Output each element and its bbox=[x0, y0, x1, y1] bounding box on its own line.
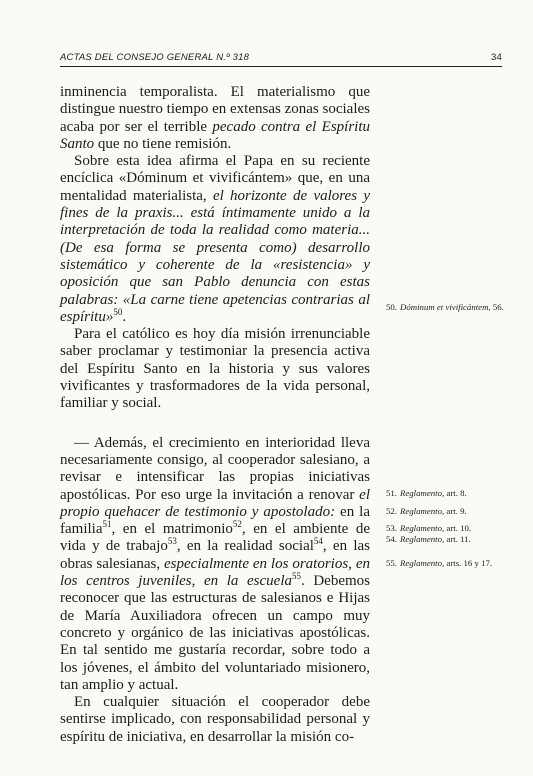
footnote-ref-50[interactable]: 50 bbox=[113, 306, 123, 317]
paragraph-3: Para el católico es hoy día misión irrenunciable saber proclamar y testimoniar la presencia activa del Espíritu Santo en la historia y sus valores vivificantes y trasformadores de la vida personal, familiar y social. bbox=[60, 326, 370, 412]
paragraph-1: inminencia temporalista. El materialismo que distingue nuestro tiempo en extensas zonas sociales acaba por ser el terrible pecado contra el Espíritu Santo que no tiene remisión. bbox=[60, 84, 370, 152]
footnote-ref-55[interactable]: 55 bbox=[291, 571, 301, 582]
footnote-53: 53. Reglamento, art. 10. bbox=[386, 523, 472, 533]
footnote-ref-52[interactable]: 52 bbox=[232, 519, 242, 530]
footnote-52: 52. Reglamento, art. 9. bbox=[386, 506, 467, 516]
footnote-55: 55. Reglamento, arts. 16 y 17. bbox=[386, 558, 493, 568]
running-title: ACTAS DEL CONSEJO GENERAL N.º 318 bbox=[60, 52, 250, 63]
footnote-ref-54[interactable]: 54 bbox=[313, 536, 323, 547]
footnote-ref-51[interactable]: 51 bbox=[102, 519, 112, 530]
footnote-50: 50. Dóminum et vivificántem, 56. bbox=[386, 302, 504, 312]
running-header bbox=[60, 52, 502, 66]
paragraph-2: Sobre esta idea afirma el Papa en su reciente encíclica «Dóminum et vivificántem» que, en una mentalidad materialista, el horizonte de valores y fines de la praxis... está íntimamente unido a la interpretación de toda la realidad como materia... (De esa forma se presenta como) desarrollo sistemático y coherente de la «resistencia» y oposición que san Pablo denuncia con estas palabras: «La carne tiene apetencias contrarias al espíritu»$^{50}$. bbox=[60, 153, 370, 325]
footnote-54: 54. Reglamento, art. 11. bbox=[386, 534, 471, 544]
body-text bbox=[60, 84, 370, 746]
footnote-ref-53[interactable]: 53 bbox=[167, 536, 177, 547]
page-number: 34 bbox=[491, 52, 502, 63]
footnote-51: 51. Reglamento, art. 8. bbox=[386, 488, 467, 498]
paragraph-5: En cualquier situación el cooperador debe sentirse implicado, con responsabilidad personal y espíritu de iniciativa, en desarrollar la misión co- bbox=[60, 694, 370, 745]
header-rule bbox=[60, 66, 502, 67]
paragraph-4: — Además, el crecimiento en interioridad lleva necesariamente consigo, al cooperador salesiano, a revisar e intensificar las propias iniciativas apostólicas. Por eso urge la invitación a renovar el propio quehacer de testimonio y apostolado: en la familia$^{51}$, en el matrimonio$^{52}$, en el ambiente de vida y de trabajo$^{53}$, en la realidad social$^{54}$, en las obras salesianas, especialmente en los oratorios, en los centros juveniles, en la escuela$^{55}$. Debemos reconocer que las estructuras de salesianos e Hijas de María Auxiliadora ofrecen un campo muy concreto y orgánico de las iniciativas apostólicas. En tal sentido me gustaría recordar, sobre todo a los jóvenes, el ámbito del voluntariado misionero, tan amplio y actual. bbox=[60, 434, 370, 693]
